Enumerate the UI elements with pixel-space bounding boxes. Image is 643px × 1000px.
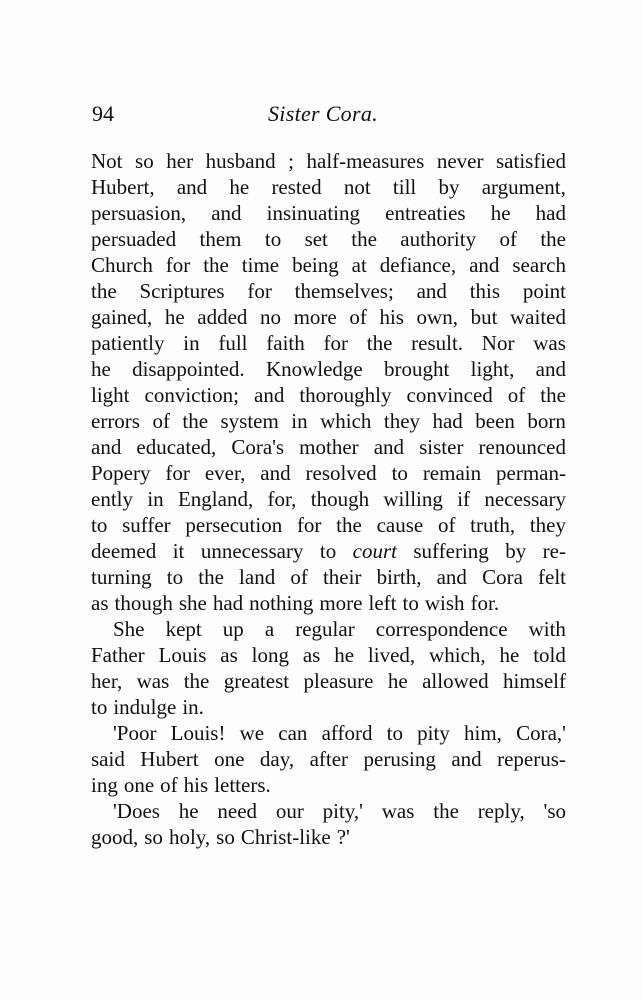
- word: this: [469, 279, 501, 303]
- word: more: [319, 591, 363, 615]
- word: the: [351, 227, 377, 251]
- word: as: [302, 643, 321, 667]
- word: ently: [91, 487, 133, 511]
- word: for: [165, 461, 190, 485]
- word: though: [114, 591, 173, 615]
- word: Christ-like: [240, 825, 331, 849]
- paragraph: [91, 720, 566, 798]
- word: the: [540, 227, 566, 251]
- word: authority: [400, 227, 477, 251]
- word: more: [293, 305, 337, 329]
- word: resolved: [305, 461, 377, 485]
- paragraph: [91, 798, 566, 850]
- word: satisfied: [496, 149, 566, 173]
- word: the: [540, 383, 566, 407]
- word: told: [533, 643, 566, 667]
- word: Church: [91, 253, 153, 277]
- word: remain: [422, 461, 482, 485]
- word: and: [451, 747, 482, 771]
- word: to: [91, 695, 108, 719]
- word: regular: [295, 617, 355, 641]
- word: the: [183, 669, 210, 693]
- word: one: [123, 773, 155, 797]
- word: Cora,': [516, 721, 566, 745]
- word: their: [322, 565, 362, 589]
- text-line: [91, 512, 566, 538]
- word: necessary: [484, 487, 566, 511]
- word: patiently: [91, 331, 165, 355]
- word: his: [379, 305, 404, 329]
- word: educated,: [136, 435, 217, 459]
- word: holy,: [168, 825, 211, 849]
- word: Hubert: [140, 747, 199, 771]
- word: no: [260, 305, 281, 329]
- word: so: [144, 825, 163, 849]
- word: the: [91, 279, 117, 303]
- word: the: [182, 409, 209, 433]
- word: and: [469, 253, 500, 277]
- word: at: [351, 253, 367, 277]
- word: the: [366, 331, 393, 355]
- word: for,: [267, 487, 297, 511]
- word: for: [296, 513, 322, 537]
- word: Louis!: [170, 721, 226, 745]
- word: but: [470, 305, 498, 329]
- word: land: [239, 565, 276, 589]
- word: our: [275, 799, 304, 823]
- word: which,: [429, 643, 486, 667]
- text-line: [91, 408, 566, 434]
- word: said: [91, 747, 125, 771]
- word: system: [220, 409, 279, 433]
- word: Cora's: [231, 435, 285, 459]
- text-line: [91, 304, 566, 330]
- word: sister: [419, 435, 464, 459]
- word: perusing: [363, 747, 436, 771]
- word: in: [291, 409, 308, 433]
- word: court: [352, 539, 397, 563]
- text-line: [91, 200, 566, 226]
- text-line: [91, 694, 566, 720]
- word: nothing: [249, 591, 314, 615]
- word: left: [368, 591, 397, 615]
- word: the: [336, 513, 362, 537]
- word: he: [229, 175, 250, 199]
- word: disappointed.: [132, 357, 245, 381]
- word: Louis: [158, 643, 207, 667]
- text-line: [91, 824, 566, 850]
- word: re-: [542, 539, 566, 563]
- word: he: [490, 201, 511, 225]
- word: which: [320, 409, 372, 433]
- word: so: [216, 825, 235, 849]
- word: She: [113, 617, 145, 641]
- word: search: [512, 253, 566, 277]
- word: of: [152, 409, 170, 433]
- word: after: [309, 747, 349, 771]
- word: had: [432, 409, 463, 433]
- word: husband: [205, 149, 276, 173]
- word: never: [436, 149, 484, 173]
- word: need: [217, 799, 258, 823]
- word: defiance,: [379, 253, 457, 277]
- word: added: [197, 305, 248, 329]
- word: Knowledge: [265, 357, 363, 381]
- word: letters.: [214, 773, 271, 797]
- text-line: [91, 148, 566, 174]
- word: for: [323, 331, 348, 355]
- word: felt: [538, 565, 566, 589]
- word: they: [383, 409, 421, 433]
- word: persuasion,: [91, 201, 187, 225]
- word: 'Poor: [113, 721, 157, 745]
- word: she: [178, 591, 207, 615]
- word: though: [310, 487, 370, 511]
- word: long: [251, 643, 289, 667]
- word: Nor: [481, 331, 515, 355]
- word: waited: [510, 305, 566, 329]
- word: insinuating: [266, 201, 360, 225]
- text-line: [91, 226, 566, 252]
- word: conviction;: [144, 383, 239, 407]
- page-number: 94: [92, 101, 114, 126]
- word: half-measures: [306, 149, 425, 173]
- word: was: [381, 799, 415, 823]
- word: he: [387, 669, 408, 693]
- word: day,: [259, 747, 295, 771]
- running-title: Sister Cora.: [268, 101, 378, 126]
- word: indulge: [113, 695, 177, 719]
- text-line: [91, 668, 566, 694]
- word: 'so: [543, 799, 566, 823]
- text-line: [91, 278, 566, 304]
- word: unnecessary: [200, 539, 304, 563]
- word: light: [91, 383, 130, 407]
- word: persuaded: [91, 227, 177, 251]
- word: birth,: [376, 565, 422, 589]
- word: willing: [383, 487, 443, 511]
- word: suffering: [413, 539, 489, 563]
- word: a: [264, 617, 275, 641]
- word: and: [436, 565, 467, 589]
- word: her: [166, 149, 194, 173]
- word: persecution: [185, 513, 283, 537]
- text-line: [91, 460, 566, 486]
- word: brought: [384, 357, 450, 381]
- word: cause: [376, 513, 424, 537]
- text-line: [91, 434, 566, 460]
- text-line: [91, 252, 566, 278]
- word: was: [533, 331, 566, 355]
- text-line: [91, 590, 566, 616]
- word: not: [343, 175, 371, 199]
- word: to: [91, 513, 108, 537]
- word: born: [527, 409, 566, 433]
- word: of: [499, 227, 517, 251]
- word: in: [183, 331, 200, 355]
- word: full: [218, 331, 248, 355]
- word: he: [164, 305, 185, 329]
- word: one: [214, 747, 245, 771]
- word: he: [178, 799, 199, 823]
- word: set: [304, 227, 328, 251]
- word: England,: [177, 487, 254, 511]
- word: truth,: [470, 513, 516, 537]
- word: the: [203, 253, 229, 277]
- text-line: [91, 330, 566, 356]
- word: perman-: [496, 461, 566, 485]
- word: and: [373, 435, 405, 459]
- word: good,: [91, 825, 139, 849]
- word: suffer: [122, 513, 171, 537]
- word: of: [507, 383, 526, 407]
- text-line: [91, 772, 566, 798]
- word: her,: [91, 669, 123, 693]
- word: in.: [182, 695, 204, 719]
- word: and: [254, 383, 285, 407]
- word: gained,: [91, 305, 153, 329]
- word: light,: [470, 357, 515, 381]
- word: turning: [91, 565, 152, 589]
- text-line: [91, 174, 566, 200]
- word: to: [402, 591, 419, 615]
- word: by: [505, 539, 527, 563]
- word: so: [135, 149, 154, 173]
- text-line: [91, 564, 566, 590]
- text-line: [91, 486, 566, 512]
- word: of: [160, 773, 178, 797]
- word: the: [433, 799, 459, 823]
- word: himself: [502, 669, 566, 693]
- text-line: [91, 642, 566, 668]
- text-line: [91, 798, 566, 824]
- word: for.: [470, 591, 500, 615]
- text-line: [91, 720, 566, 746]
- word: pity: [417, 721, 450, 745]
- word: Cora: [482, 565, 523, 589]
- word: Hubert,: [91, 175, 155, 199]
- word: Father: [91, 643, 145, 667]
- word: with: [528, 617, 566, 641]
- word: point: [522, 279, 566, 303]
- word: mother: [299, 435, 359, 459]
- word: the: [198, 565, 224, 589]
- word: errors: [91, 409, 140, 433]
- word: argument,: [481, 175, 566, 199]
- word: he: [334, 643, 355, 667]
- word: faith: [266, 331, 305, 355]
- word: time: [241, 253, 280, 277]
- word: to: [264, 227, 282, 251]
- word: his: [183, 773, 209, 797]
- word: and: [176, 175, 208, 199]
- word: can: [278, 721, 308, 745]
- word: thoroughly: [299, 383, 392, 407]
- word: themselves;: [294, 279, 394, 303]
- word: pity,': [322, 799, 363, 823]
- word: was: [136, 669, 170, 693]
- word: he: [91, 357, 111, 381]
- word: as: [91, 591, 109, 615]
- word: reperus-: [497, 747, 566, 771]
- word: deemed: [91, 539, 157, 563]
- word: lived,: [367, 643, 416, 667]
- word: 'Does: [113, 799, 160, 823]
- word: had: [212, 591, 244, 615]
- word: greatest: [223, 669, 290, 693]
- word: of: [349, 305, 367, 329]
- word: ing: [91, 773, 118, 797]
- word: allowed: [422, 669, 489, 693]
- page-header: [92, 98, 566, 130]
- word: renounced: [478, 435, 566, 459]
- word: as: [220, 643, 238, 667]
- word: been: [475, 409, 515, 433]
- word: up: [222, 617, 244, 641]
- paragraph: [91, 616, 566, 720]
- word: of: [437, 513, 456, 537]
- word: Popery: [91, 461, 151, 485]
- text-line: [91, 382, 566, 408]
- word: ever,: [204, 461, 246, 485]
- word: being: [292, 253, 339, 277]
- word: to: [386, 721, 403, 745]
- word: afford: [321, 721, 373, 745]
- word: till: [392, 175, 417, 199]
- word: wish: [424, 591, 465, 615]
- word: ?': [336, 825, 350, 849]
- word: ;: [288, 149, 294, 173]
- word: in: [147, 487, 164, 511]
- word: of: [290, 565, 308, 589]
- word: and: [211, 201, 242, 225]
- word: reply,: [477, 799, 525, 823]
- word: rested: [271, 175, 322, 199]
- word: to: [166, 565, 184, 589]
- word: them: [199, 227, 242, 251]
- word: and: [260, 461, 291, 485]
- word: and: [91, 435, 122, 459]
- word: to: [391, 461, 408, 485]
- word: Not: [91, 149, 123, 173]
- word: correspondence: [375, 617, 508, 641]
- body-text: [91, 148, 566, 850]
- word: by: [438, 175, 460, 199]
- word: result.: [411, 331, 464, 355]
- text-line: [91, 616, 566, 642]
- word: Scriptures: [139, 279, 225, 303]
- word: pleasure: [303, 669, 374, 693]
- word: and: [416, 279, 447, 303]
- text-line: [91, 746, 566, 772]
- word: they: [529, 513, 566, 537]
- word: own,: [416, 305, 458, 329]
- word: for: [247, 279, 272, 303]
- word: him,: [463, 721, 502, 745]
- word: had: [535, 201, 566, 225]
- word: it: [172, 539, 185, 563]
- word: entreaties: [385, 201, 466, 225]
- paragraph: [91, 148, 566, 616]
- word: to: [319, 539, 337, 563]
- word: and: [535, 357, 566, 381]
- word: we: [239, 721, 265, 745]
- text-line: [91, 538, 566, 564]
- word: he: [499, 643, 520, 667]
- word: for: [165, 253, 191, 277]
- text-line: [91, 356, 566, 382]
- word: if: [457, 487, 471, 511]
- word: kept: [165, 617, 202, 641]
- word: convinced: [406, 383, 493, 407]
